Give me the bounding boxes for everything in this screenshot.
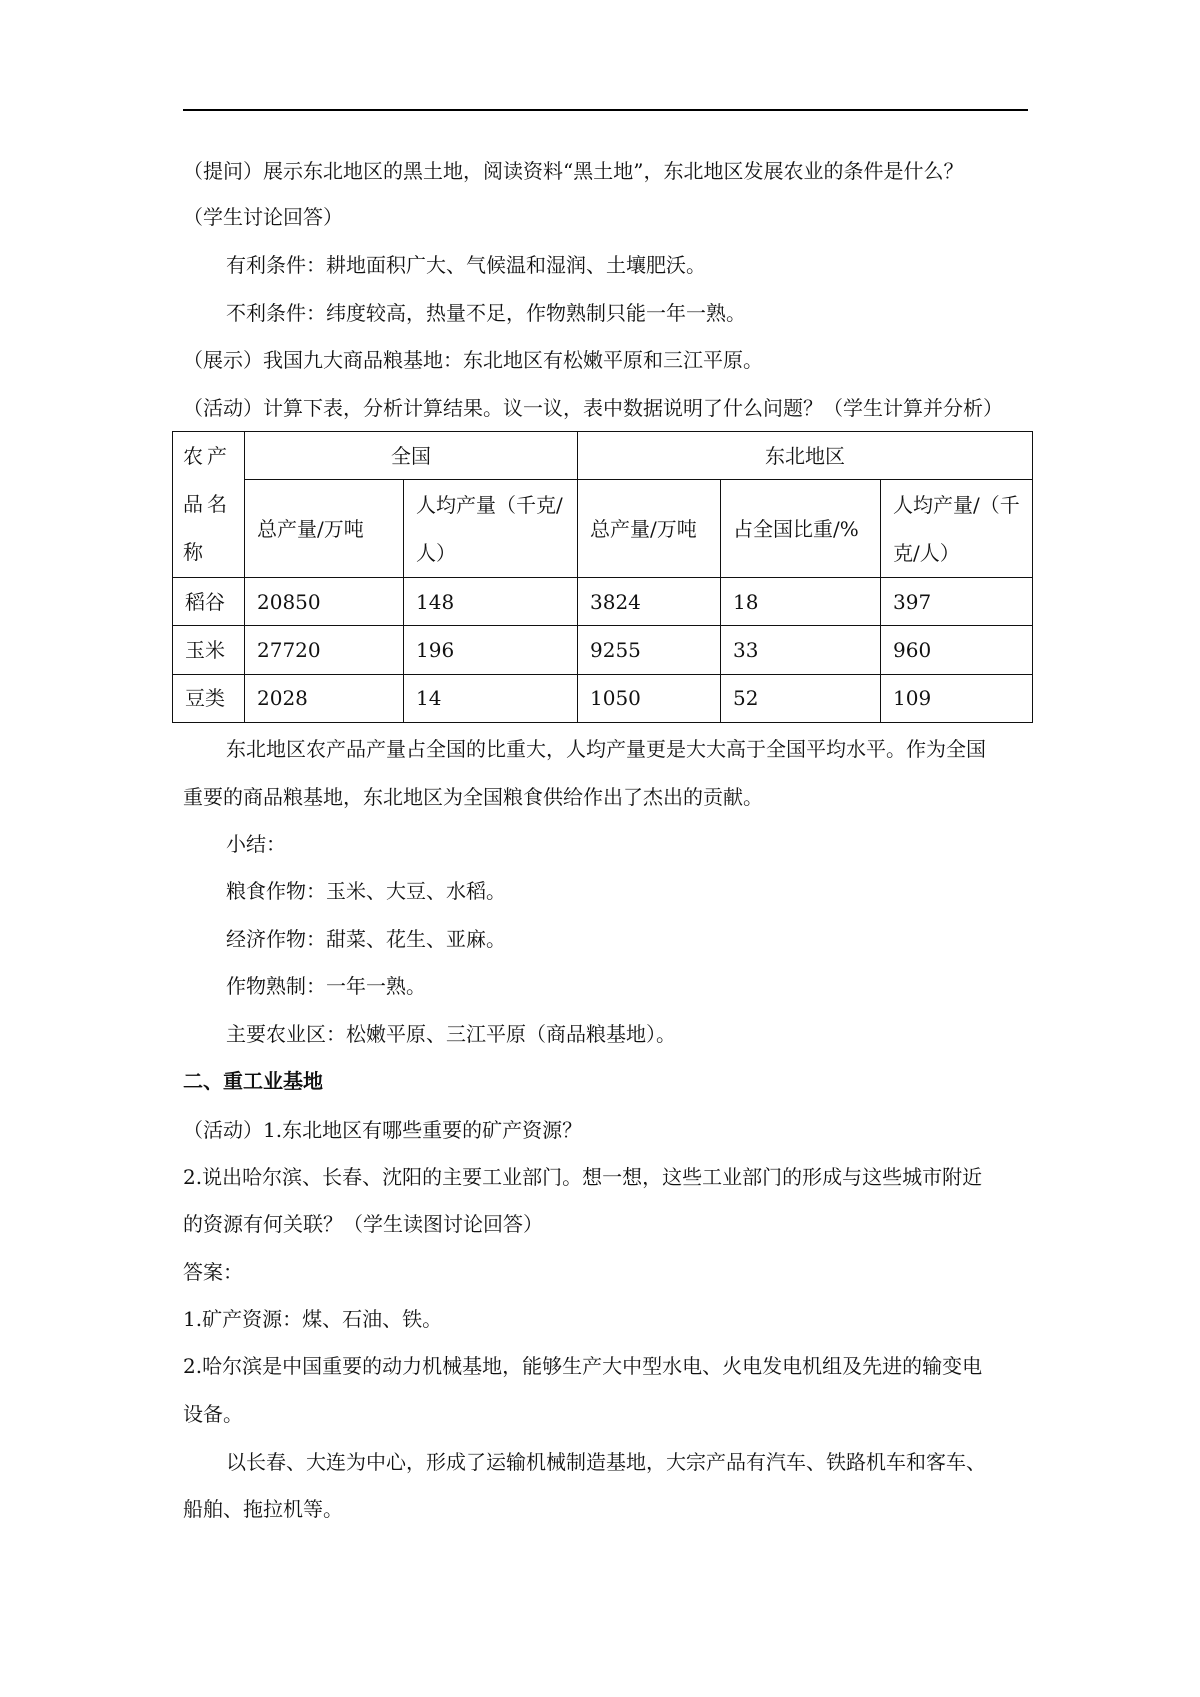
northeast-percapita-header: 人均产量/（千 克/人）: [881, 480, 1033, 578]
cell-northeast-percapita: 397: [881, 577, 1033, 625]
student-discussion-line: （学生讨论回答）: [183, 205, 343, 229]
national-percapita-header: 人均产量（千克/ 人）: [404, 480, 578, 578]
answer-3-line2: 船舶、拖拉机等。: [183, 1497, 343, 1521]
section-heading: 二、重工业基地: [183, 1069, 323, 1093]
cell-northeast-total: 1050: [578, 674, 721, 722]
activity-question-2-line2: 的资源有何关联？（学生读图讨论回答）: [183, 1212, 543, 1236]
row-name: 豆类: [173, 674, 245, 722]
northeast-share-header: 占全国比重/%: [721, 480, 881, 578]
cell-national-total: 20850: [245, 577, 404, 625]
cell-national-total: 27720: [245, 626, 404, 674]
header-rule: [183, 109, 1028, 111]
table-row: [173, 577, 1033, 625]
national-total-header: 总产量/万吨: [245, 480, 404, 578]
national-group-header: 全国: [245, 432, 578, 480]
answer-1: 1.矿产资源：煤、石油、铁。: [183, 1307, 443, 1331]
row-name: 玉米: [173, 626, 245, 674]
summary-paragraph-line1: 东北地区农产品产量占全国的比重大，人均产量更是大大高于全国平均水平。作为全国: [226, 737, 986, 761]
cell-northeast-share: 52: [721, 674, 881, 722]
product-name-header: 农产 品名 称: [173, 432, 245, 578]
cell-national-percapita: 148: [404, 577, 578, 625]
cell-northeast-share: 18: [721, 577, 881, 625]
answer-label: 答案：: [183, 1260, 243, 1284]
summary-paragraph-line2: 重要的商品粮基地，东北地区为全国粮食供给作出了杰出的贡献。: [183, 785, 763, 809]
cell-national-percapita: 14: [404, 674, 578, 722]
unfavorable-conditions: 不利条件：纬度较高，热量不足，作物熟制只能一年一熟。: [226, 301, 746, 325]
activity-question-2-line1: 2.说出哈尔滨、长春、沈阳的主要工业部门。想一想，这些工业部门的形成与这些城市附近: [183, 1165, 983, 1189]
table-row: [173, 674, 1033, 722]
cell-national-total: 2028: [245, 674, 404, 722]
grain-crops-line: 粮食作物：玉米、大豆、水稻。: [226, 879, 506, 903]
question-line: （提问）展示东北地区的黑土地，阅读资料“黑土地”，东北地区发展农业的条件是什么？: [183, 159, 964, 183]
cell-northeast-share: 33: [721, 626, 881, 674]
main-agri-areas-line: 主要农业区：松嫩平原、三江平原（商品粮基地）。: [226, 1022, 676, 1046]
cell-northeast-percapita: 109: [881, 674, 1033, 722]
agri-production-table: [172, 431, 1033, 723]
activity-line: （活动）计算下表，分析计算结果。议一议，表中数据说明了什么问题？（学生计算并分析）: [183, 396, 1003, 420]
favorable-conditions: 有利条件：耕地面积广大、气候温和湿润、土壤肥沃。: [226, 253, 706, 277]
answer-3-line1: 以长春、大连为中心，形成了运输机械制造基地，大宗产品有汽车、铁路机车和客车、: [226, 1450, 986, 1474]
grain-base-line: （展示）我国九大商品粮基地：东北地区有松嫩平原和三江平原。: [183, 348, 763, 372]
northeast-group-header: 东北地区: [578, 432, 1033, 480]
answer-2-line1: 2.哈尔滨是中国重要的动力机械基地，能够生产大中型水电、火电发电机组及先进的输变电: [183, 1354, 983, 1378]
northeast-total-header: 总产量/万吨: [578, 480, 721, 578]
table-row: [173, 626, 1033, 674]
row-name: 稻谷: [173, 577, 245, 625]
cell-northeast-percapita: 960: [881, 626, 1033, 674]
cash-crops-line: 经济作物：甜菜、花生、亚麻。: [226, 927, 506, 951]
cell-northeast-total: 9255: [578, 626, 721, 674]
activity-question-1: （活动）1.东北地区有哪些重要的矿产资源？: [183, 1118, 583, 1142]
cropping-system-line: 作物熟制：一年一熟。: [226, 974, 426, 998]
answer-2-line2: 设备。: [183, 1402, 243, 1426]
cell-northeast-total: 3824: [578, 577, 721, 625]
cell-national-percapita: 196: [404, 626, 578, 674]
summary-label: 小结：: [226, 832, 286, 856]
